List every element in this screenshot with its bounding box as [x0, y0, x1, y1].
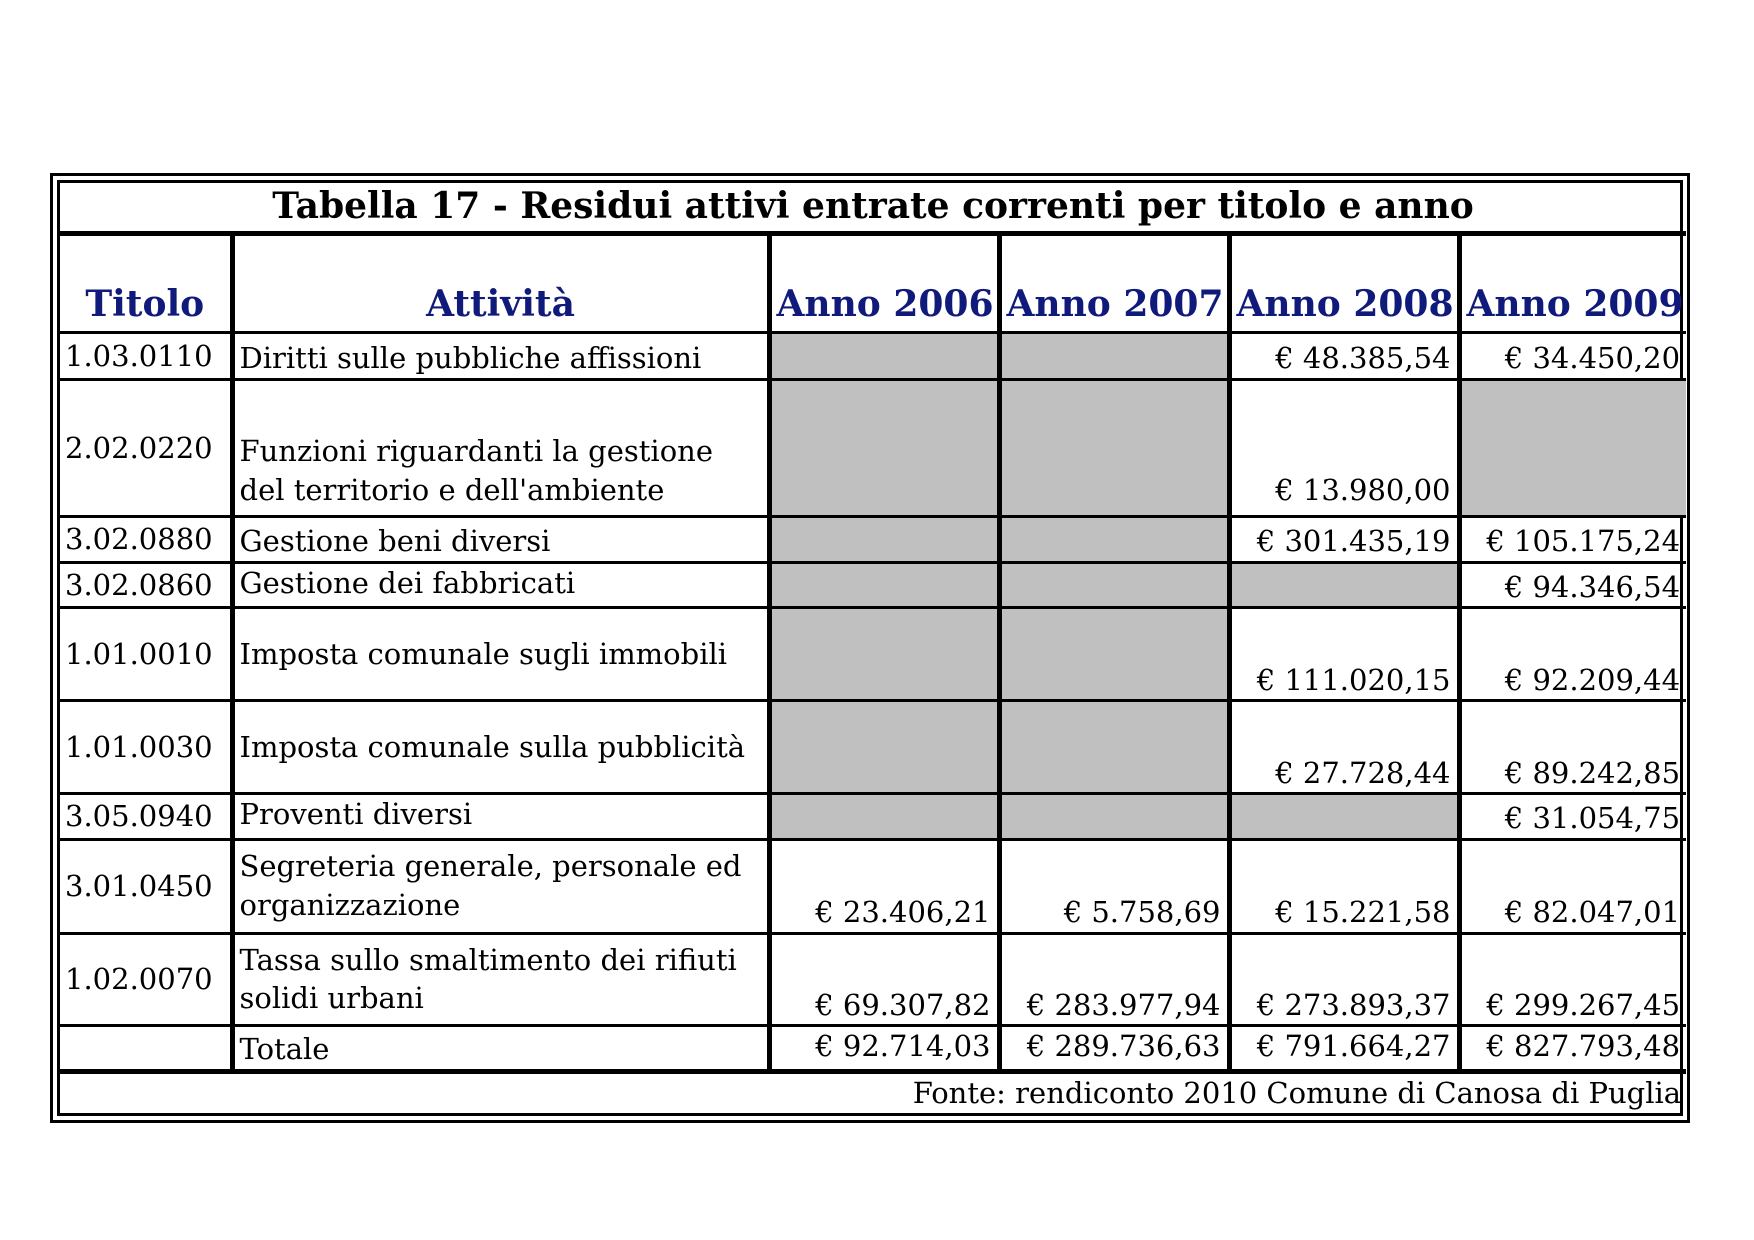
- table-row: [60, 933, 1686, 1026]
- row-value-2007: [999, 701, 1229, 794]
- row-description: Tassa sullo smaltimento dei rifiuti solidi urbani: [232, 933, 769, 1026]
- header-row: [60, 234, 1686, 333]
- row-value-2008: € 15.221,58: [1229, 839, 1459, 933]
- header-2009: Anno 2009: [1459, 234, 1686, 333]
- row-code: 3.02.0880: [60, 517, 232, 562]
- row-value-2009: € 94.346,54: [1459, 562, 1686, 607]
- source-row: [60, 1071, 1686, 1113]
- row-description: Gestione beni diversi: [232, 517, 769, 562]
- row-value-2006: [769, 333, 999, 379]
- table-row: [60, 517, 1686, 562]
- row-value-2009: € 34.450,20: [1459, 333, 1686, 379]
- row-value-2006: [769, 608, 999, 701]
- row-description: Funzioni riguardanti la gestione del territorio e dell'ambiente: [232, 379, 769, 516]
- row-value-2008: [1229, 562, 1459, 607]
- total-2008: € 791.664,27: [1229, 1026, 1459, 1071]
- row-value-2009: [1459, 379, 1686, 516]
- row-value-2008: € 48.385,54: [1229, 333, 1459, 379]
- row-value-2006: € 23.406,21: [769, 839, 999, 933]
- residui-table: [60, 183, 1686, 1113]
- row-value-2009: € 92.209,44: [1459, 608, 1686, 701]
- row-code: 2.02.0220: [60, 379, 232, 516]
- table-inner-frame: [57, 180, 1683, 1116]
- row-value-2006: [769, 562, 999, 607]
- row-code: 1.02.0070: [60, 933, 232, 1026]
- row-description: Proventi diversi: [232, 794, 769, 839]
- table-outer-frame: [50, 173, 1690, 1123]
- row-code: 1.01.0010: [60, 608, 232, 701]
- row-value-2009: € 299.267,45: [1459, 933, 1686, 1026]
- header-titolo: Titolo: [60, 234, 232, 333]
- total-label: Totale: [232, 1026, 769, 1071]
- row-value-2007: [999, 562, 1229, 607]
- table-title: Tabella 17 - Residui attivi entrate correnti per titolo e anno: [60, 183, 1686, 234]
- row-value-2006: [769, 794, 999, 839]
- table-row: [60, 608, 1686, 701]
- row-value-2006: [769, 701, 999, 794]
- row-value-2006: € 69.307,82: [769, 933, 999, 1026]
- row-value-2008: € 273.893,37: [1229, 933, 1459, 1026]
- row-code: 1.03.0110: [60, 333, 232, 379]
- total-2009: € 827.793,48: [1459, 1026, 1686, 1071]
- row-value-2008: € 27.728,44: [1229, 701, 1459, 794]
- row-value-2007: [999, 517, 1229, 562]
- table-row: [60, 379, 1686, 516]
- row-description: Segreteria generale, personale ed organizzazione: [232, 839, 769, 933]
- title-row: [60, 183, 1686, 234]
- header-2007: Anno 2007: [999, 234, 1229, 333]
- table-row: [60, 839, 1686, 933]
- row-value-2007: [999, 608, 1229, 701]
- row-code: 1.01.0030: [60, 701, 232, 794]
- row-code: 3.05.0940: [60, 794, 232, 839]
- row-value-2009: € 31.054,75: [1459, 794, 1686, 839]
- row-description: Diritti sulle pubbliche affissioni: [232, 333, 769, 379]
- total-code-empty: [60, 1026, 232, 1071]
- row-value-2007: [999, 333, 1229, 379]
- table-row: [60, 562, 1686, 607]
- table-row: [60, 333, 1686, 379]
- row-code: 3.02.0860: [60, 562, 232, 607]
- table-row: [60, 794, 1686, 839]
- total-2007: € 289.736,63: [999, 1026, 1229, 1071]
- row-value-2008: € 111.020,15: [1229, 608, 1459, 701]
- row-value-2006: [769, 517, 999, 562]
- source-note: Fonte: rendiconto 2010 Comune di Canosa di Puglia: [60, 1071, 1686, 1113]
- total-2006: € 92.714,03: [769, 1026, 999, 1071]
- header-2008: Anno 2008: [1229, 234, 1459, 333]
- row-value-2007: [999, 794, 1229, 839]
- row-value-2006: [769, 379, 999, 516]
- row-value-2007: € 283.977,94: [999, 933, 1229, 1026]
- row-value-2008: [1229, 794, 1459, 839]
- total-row: [60, 1026, 1686, 1071]
- row-description: Imposta comunale sulla pubblicità: [232, 701, 769, 794]
- row-value-2009: € 105.175,24: [1459, 517, 1686, 562]
- row-value-2008: € 13.980,00: [1229, 379, 1459, 516]
- table-row: [60, 701, 1686, 794]
- header-attivita: Attività: [232, 234, 769, 333]
- row-value-2007: € 5.758,69: [999, 839, 1229, 933]
- row-value-2007: [999, 379, 1229, 516]
- row-code: 3.01.0450: [60, 839, 232, 933]
- row-description: Gestione dei fabbricati: [232, 562, 769, 607]
- row-description: Imposta comunale sugli immobili: [232, 608, 769, 701]
- row-value-2009: € 89.242,85: [1459, 701, 1686, 794]
- row-value-2009: € 82.047,01: [1459, 839, 1686, 933]
- header-2006: Anno 2006: [769, 234, 999, 333]
- row-value-2008: € 301.435,19: [1229, 517, 1459, 562]
